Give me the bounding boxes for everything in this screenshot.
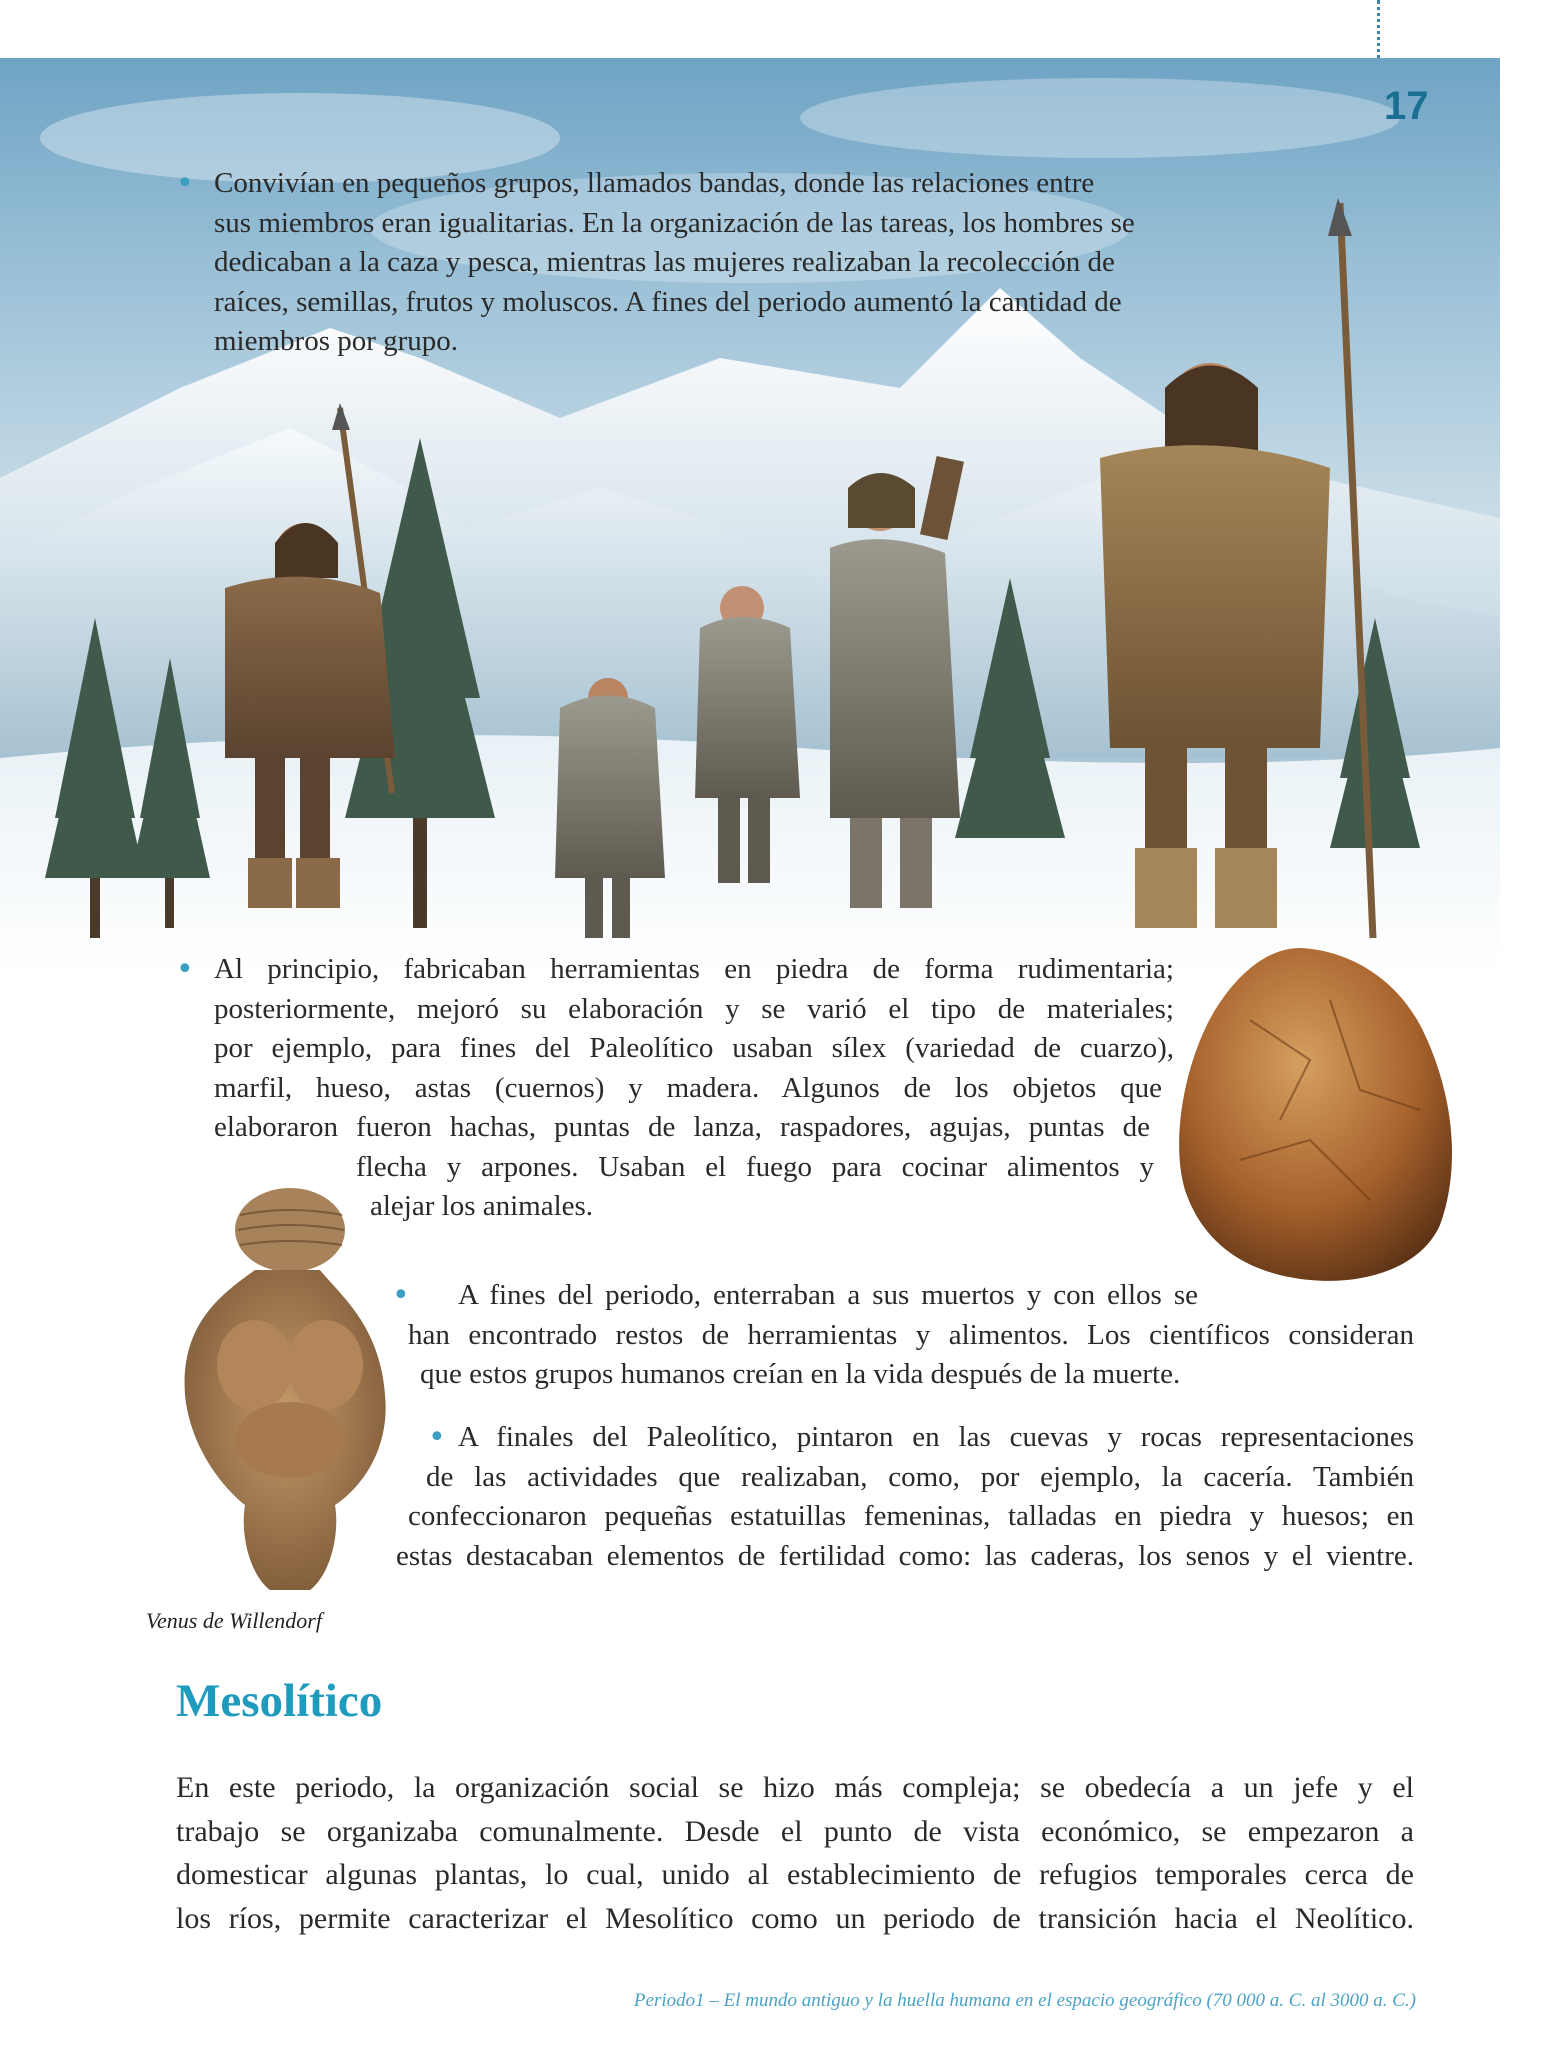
text-line: los ríos, permite caracterizar el Mesolítico como un periodo de transición hacia el Neolítico.: [176, 1901, 1414, 1935]
text-line: elaboraron fueron hachas, puntas de lanza, raspadores, agujas, puntas de: [214, 1111, 1150, 1143]
bullet-3-line-1: [458, 1276, 1198, 1316]
text-line: flecha y arpones. Usaban el fuego para cocinar alimentos y: [356, 1150, 1154, 1183]
text-line: de las actividades que realizaban, como, por ejemplo, la cacería. También: [426, 1460, 1414, 1493]
bullet-3-line-2: [408, 1316, 1414, 1356]
text-line: domesticar algunas plantas, lo cual, unido al establecimiento de refugios temporales cerca de: [176, 1858, 1414, 1891]
text-line: han encontrado restos de herramientas y alimentos. Los científicos consideran: [408, 1318, 1414, 1351]
text-line: raíces, semillas, frutos y moluscos. A fines del periodo aumentó la cantidad de: [214, 285, 1122, 318]
bullet-4-line-4: [396, 1537, 1414, 1577]
bullet-marker: •: [176, 166, 194, 201]
bullet-marker: •: [392, 1278, 410, 1313]
bullet-3-line-3: [420, 1355, 1320, 1395]
text-line: estas destacaban elementos de fertilidad como: las caderas, los senos y el vientre.: [396, 1539, 1414, 1572]
text-line: En este periodo, la organización social se hizo más compleja; se obedecía a un jefe y el: [176, 1771, 1414, 1804]
text-line: marfil, hueso, astas (cuernos) y madera. Algunos de los objetos que: [214, 1071, 1162, 1104]
text-line: Al principio, fabricaban herramientas en piedra de forma rudimentaria;: [214, 953, 1174, 985]
bullet-1-text: [214, 164, 1304, 362]
text-line: posteriormente, mejoró su elaboración y se varió el tipo de materiales;: [214, 992, 1174, 1025]
bullet-2-text-last: [370, 1187, 770, 1227]
text-line: miembros por grupo.: [214, 325, 459, 357]
bullet-2-text-lower: [356, 1148, 1154, 1188]
stone-tool-image: [1160, 940, 1480, 1290]
text-line: A fines del periodo, enterraban a sus muertos y con ellos se: [458, 1279, 1198, 1311]
text-line: dedicaban a la caza y pesca, mientras las mujeres realizaban la recolección de: [214, 246, 1115, 278]
section-title: Mesolítico: [176, 1675, 383, 1727]
text-line: trabajo se organizaba comunalmente. Desde el punto de vista económico, se empezaron a: [176, 1814, 1414, 1848]
venus-caption: Venus de Willendorf: [146, 1608, 322, 1633]
bullet-marker: •: [428, 1420, 446, 1455]
text-line: sus miembros eran igualitarias. En la organización de las tareas, los hombres se: [214, 206, 1135, 239]
bullet-2-text-upper: [214, 950, 1174, 1148]
bullet-marker: •: [176, 952, 194, 987]
page-number: 17: [1384, 84, 1429, 128]
text-line: por ejemplo, para fines del Paleolítico usaban sílex (variedad de cuarzo),: [214, 1032, 1174, 1064]
text-line: A finales del Paleolítico, pintaron en las cuevas y rocas representaciones: [458, 1421, 1414, 1453]
text-line: que estos grupos humanos creían en la vida después de la muerte.: [420, 1358, 1181, 1390]
text-line: alejar los animales.: [370, 1190, 594, 1222]
section-body: [176, 1766, 1414, 1940]
venus-figurine-image: [160, 1185, 400, 1595]
bullet-4-line-3: [408, 1497, 1414, 1537]
bullet-4-line-2: [426, 1458, 1414, 1498]
text-line: confeccionaron pequeñas estatuillas femeninas, talladas en piedra y huesos; en: [408, 1500, 1414, 1532]
page-footer: Periodo1 – El mundo antiguo y la huella humana en el espacio geográfico (70 000 a. C. al 3000 a. C.): [633, 1990, 1416, 2011]
text-line: Convivían en pequeños grupos, llamados bandas, donde las relaciones entre: [214, 167, 1095, 199]
bullet-4-line-1: [458, 1418, 1414, 1458]
